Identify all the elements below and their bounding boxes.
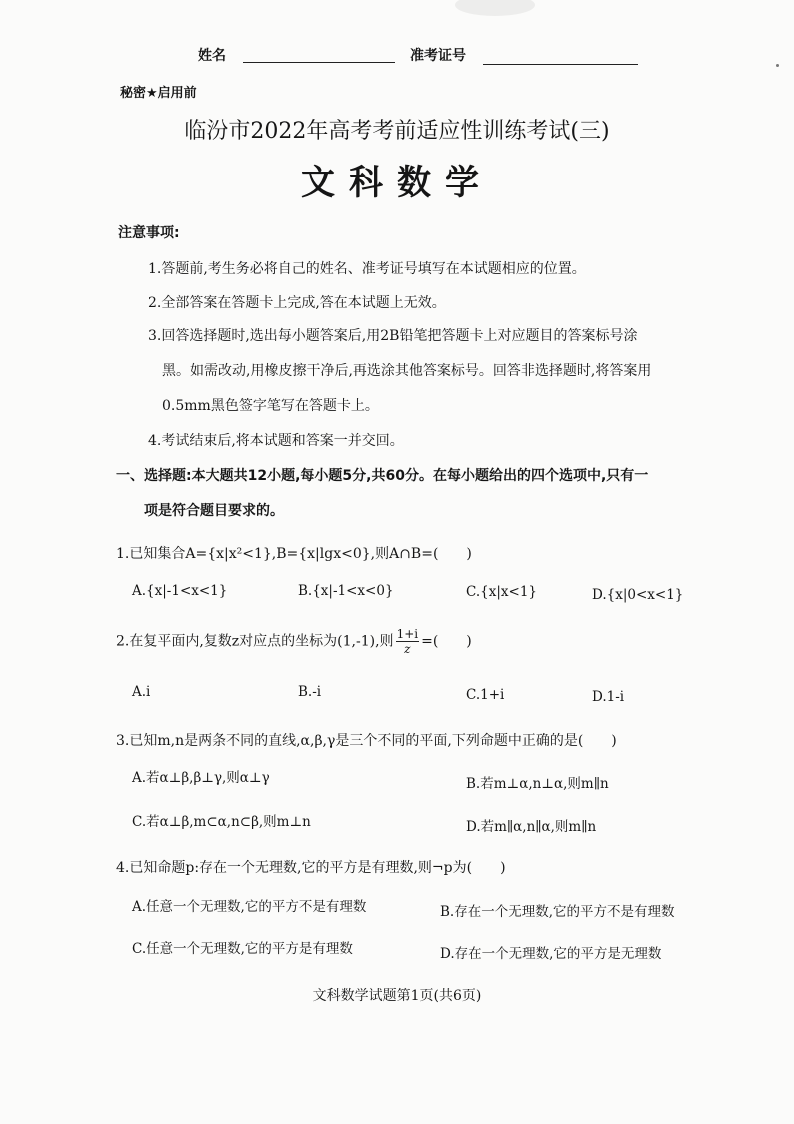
note-item-continued: 0.5mm黑色签字笔写在答题卡上。 — [162, 398, 379, 414]
note-item: 2.全部答案在答题卡上完成,答在本试题上无效。 — [148, 295, 446, 311]
note-item: 3.回答选择题时,选出每小题答案后,用2B铅笔把答题卡上对应题目的答案标号涂 — [148, 328, 638, 344]
section-heading-continued: 项是符合题目要求的。 — [144, 503, 284, 519]
question-4-option-d: D.存在一个无理数,它的平方是无理数 — [440, 946, 662, 962]
page-footer: 文科数学试题第1页(共6页) — [312, 988, 482, 1004]
question-1-option-a: A.{x|-1<x<1} — [132, 583, 228, 599]
question-3-option-a: A.若α⊥β,β⊥γ,则α⊥γ — [132, 770, 270, 786]
question-3-option-b: B.若m⊥α,n⊥α,则m∥n — [466, 776, 609, 792]
question-4-stem: 4.已知命题p:存在一个无理数,它的平方是有理数,则¬p为( ) — [116, 860, 506, 876]
exam-id-label: 准考证号 — [410, 48, 466, 64]
question-2-option-b: B.-i — [298, 684, 322, 700]
notes-heading: 注意事项: — [118, 225, 180, 241]
question-2-option-c: C.1+i — [466, 687, 505, 703]
question-1-option-c: C.{x|x<1} — [466, 584, 537, 600]
fraction-denominator: z — [404, 642, 411, 656]
question-2-stem-end: =( ) — [421, 633, 472, 650]
name-label: 姓名 — [198, 48, 226, 64]
question-2-stem-text: 2.在复平面内,复数z对应点的坐标为(1,-1),则 — [116, 633, 394, 650]
note-item: 4.考试结束后,将本试题和答案一并交回。 — [148, 433, 404, 449]
question-4-option-c: C.任意一个无理数,它的平方是有理数 — [132, 941, 353, 957]
subject-title: 文科数学 — [301, 163, 493, 203]
fraction-numerator: 1+i — [396, 627, 419, 641]
scan-smudge — [455, 0, 535, 16]
question-3-option-d: D.若m∥α,n∥α,则m∥n — [466, 819, 597, 835]
question-1-option-d: D.{x|0<x<1} — [592, 587, 684, 603]
question-4-option-a: A.任意一个无理数,它的平方不是有理数 — [132, 899, 367, 915]
question-3-stem: 3.已知m,n是两条不同的直线,α,β,γ是三个不同的平面,下列命题中正确的是( ) — [116, 733, 617, 749]
question-4-option-b: B.存在一个无理数,它的平方不是有理数 — [440, 904, 675, 920]
question-1-stem: 1.已知集合A={x|x²<1},B={x|lgx<0},则A∩B=( ) — [116, 546, 472, 562]
exam-id-field-line[interactable] — [483, 64, 638, 65]
note-item-continued: 黑。如需改动,用橡皮擦干净后,再选涂其他答案标号。回答非选择题时,将答案用 — [162, 363, 652, 379]
exam-title: 临汾市2022年高考考前适应性训练考试(三) — [184, 119, 610, 144]
question-2-fraction — [396, 628, 420, 655]
question-1-option-b: B.{x|-1<x<0} — [298, 583, 394, 599]
question-2-option-a: A.i — [132, 684, 151, 700]
question-3-option-c: C.若α⊥β,m⊂α,n⊂β,则m⊥n — [132, 814, 311, 830]
question-2-stem — [116, 628, 472, 655]
note-item: 1.答题前,考生务必将自己的姓名、准考证号填写在本试题相应的位置。 — [148, 261, 586, 277]
section-heading: 一、选择题:本大题共12小题,每小题5分,共60分。在每小题给出的四个选项中,只有一 — [116, 468, 649, 484]
scan-speck — [776, 64, 779, 67]
secret-label: 秘密★启用前 — [120, 86, 197, 101]
question-2-option-d: D.1-i — [592, 689, 625, 705]
name-field-line[interactable] — [243, 62, 395, 63]
